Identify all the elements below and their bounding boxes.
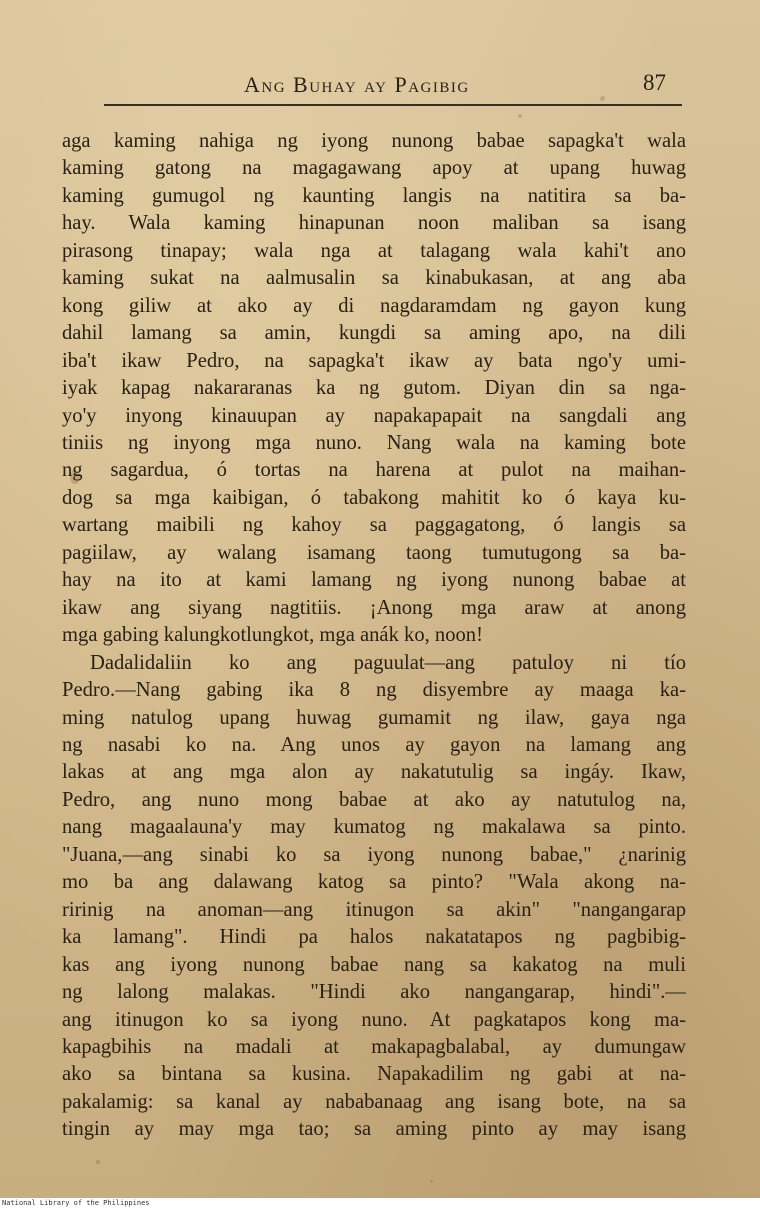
text-line: pirasong tinapay; wala nga at talagang wala kahi't ano — [62, 239, 686, 262]
text-line: iba't ikaw Pedro, na sapagka't ikaw ay bata ngo'y umi- — [62, 349, 686, 372]
text-line: lakas at ang mga alon ay nakatutulig sa ingáy. Ikaw, — [62, 761, 686, 784]
text-line: ng sagardua, ó tortas na harena at pulot na maihan- — [62, 459, 686, 482]
text-line: mga gabing kalungkotlungkot, mga anák ko, noon! — [62, 624, 483, 647]
page-header — [0, 70, 760, 104]
header-rule — [104, 104, 682, 106]
text-line: ako sa bintana sa kusina. Napakadilim ng gabi at na- — [62, 1063, 686, 1086]
text-line: pakalamig: sa kanal ay nababanaag ang isang bote, na sa — [62, 1090, 686, 1113]
page-number: 87 — [643, 70, 666, 95]
text-line: yo'y inyong kinauupan ay napakapapait na sangdali ang — [62, 404, 686, 427]
text-line: ang itinugon ko sa iyong nuno. At pagkatapos kong ma- — [62, 1008, 686, 1031]
text-line: mo ba ang dalawang katog sa pinto? "Wala akong na- — [62, 871, 686, 894]
text-line: hay na ito at kami lamang ng iyong nunong babae at — [62, 569, 686, 592]
text-line: ming natulog upang huwag gumamit ng ilaw, gaya nga — [62, 706, 686, 729]
foxing-spot — [430, 1180, 433, 1183]
text-line: Dadalidaliin ko ang paguulat—ang patuloy ni tío — [90, 651, 686, 674]
text-line: dog sa mga kaibigan, ó tabakong mahitit ko ó kaya ku- — [62, 486, 686, 509]
text-line: dahil lamang sa amin, kungdi sa aming apo, na dili — [62, 322, 686, 345]
running-title: Ang Buhay ay Pagibig — [244, 72, 470, 97]
text-line: "Juana,—ang sinabi ko sa iyong nunong babae," ¿narinig — [62, 843, 686, 866]
text-line: iyak kapag nakararanas ka ng gutom. Diyan din sa nga- — [62, 377, 686, 400]
text-line: nang magaalauna'y may kumatog ng makalawa sa pinto. — [62, 816, 686, 839]
foxing-spot — [518, 114, 522, 118]
text-line: hay. Wala kaming hinapunan noon maliban sa isang — [62, 212, 686, 235]
text-line: ng lalong malakas. "Hindi ako nangangarap, hindi".— — [62, 981, 686, 1004]
text-line: ng nasabi ko na. Ang unos ay gayon na lamang ang — [62, 733, 686, 756]
text-line: kaming gatong na magagawang apoy at upang huwag — [62, 157, 686, 180]
library-credit: National Library of the Philippines — [2, 1199, 150, 1207]
text-line: tingin ay may mga tao; sa aming pinto ay may isang — [62, 1118, 686, 1141]
text-line: ka lamang". Hindi pa halos nakatatapos ng pagbibig- — [62, 926, 686, 949]
text-line: kas ang iyong nunong babae nang sa kakatog na muli — [62, 953, 686, 976]
text-line: kaming sukat na aalmusalin sa kinabukasan, at ang aba — [62, 267, 686, 290]
text-line: kapagbihis na madali at makapagbalabal, ay dumungaw — [62, 1035, 686, 1058]
text-line: kaming gumugol ng kaunting langis na natitira sa ba- — [62, 184, 686, 207]
foxing-spot — [96, 1160, 100, 1164]
text-line: kong giliw at ako ay di nagdaramdam ng gayon kung — [62, 294, 686, 317]
text-line: wartang maibili ng kahoy sa paggagatong, ó langis sa — [62, 514, 686, 537]
body-text — [62, 128, 686, 1144]
text-line: ikaw ang siyang nagtitiis. ¡Anong mga araw at anong — [62, 596, 686, 619]
text-line: aga kaming nahiga ng iyong nunong babae sapagka't wala — [62, 130, 686, 152]
text-line: pagiilaw, ay walang isamang taong tumutugong sa ba- — [62, 541, 686, 564]
text-line: tiniis ng inyong mga nuno. Nang wala na kaming bote — [62, 431, 686, 454]
text-line: Pedro.—Nang gabing ika 8 ng disyembre ay maaga ka- — [62, 679, 686, 702]
text-line: Pedro, ang nuno mong babae at ako ay natutulog na, — [62, 788, 686, 811]
text-line: ririnig na anoman—ang itinugon sa akin" "nangangarap — [62, 898, 686, 921]
